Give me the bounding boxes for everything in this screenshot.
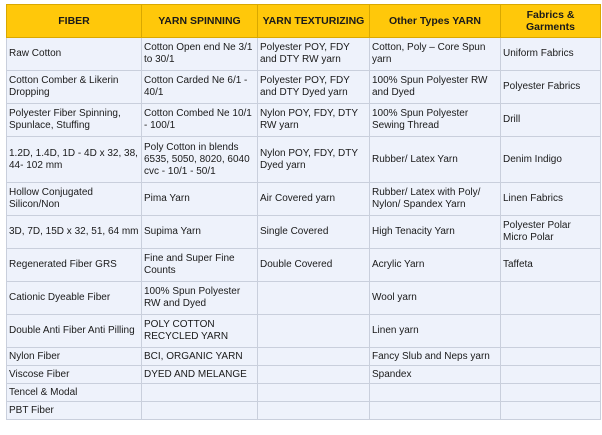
- table-cell: [370, 384, 501, 402]
- table-row: [7, 249, 601, 282]
- table-row: [7, 216, 601, 249]
- table-cell: POLY COTTON RECYCLED YARN: [142, 315, 258, 348]
- table-cell: 100% Spun Polyester RW and Dyed: [370, 71, 501, 104]
- table-cell: Hollow Conjugated Silicon/Non: [7, 183, 142, 216]
- table-cell: Single Covered: [258, 216, 370, 249]
- table-cell: Polyester POY, FDY and DTY RW yarn: [258, 38, 370, 71]
- table-cell: Air Covered yarn: [258, 183, 370, 216]
- table-cell: Fine and Super Fine Counts: [142, 249, 258, 282]
- table-cell: [142, 402, 258, 420]
- header-row: [7, 5, 601, 38]
- table-cell: Polyester POY, FDY and DTY Dyed yarn: [258, 71, 370, 104]
- table-row: [7, 366, 601, 384]
- table-cell: [258, 366, 370, 384]
- table-cell: Cotton Carded Ne 6/1 - 40/1: [142, 71, 258, 104]
- table-cell: [258, 315, 370, 348]
- table-cell: Linen yarn: [370, 315, 501, 348]
- table-cell: Fancy Slub and Neps yarn: [370, 348, 501, 366]
- table-cell: Raw Cotton: [7, 38, 142, 71]
- table-row: [7, 183, 601, 216]
- table-cell: 3D, 7D, 15D x 32, 51, 64 mm: [7, 216, 142, 249]
- table-cell: [258, 348, 370, 366]
- table-cell: Cotton Combed Ne 10/1 - 100/1: [142, 104, 258, 137]
- table-cell: [258, 282, 370, 315]
- table-cell: Rubber/ Latex with Poly/ Nylon/ Spandex Yarn: [370, 183, 501, 216]
- table-cell: 1.2D, 1.4D, 1D - 4D x 32, 38, 44- 102 mm: [7, 137, 142, 183]
- table-row: [7, 384, 601, 402]
- header-fabrics-garments: Fabrics & Garments: [501, 5, 601, 38]
- table-cell: Cationic Dyeable Fiber: [7, 282, 142, 315]
- table-cell: Taffeta: [501, 249, 601, 282]
- table-cell: Wool yarn: [370, 282, 501, 315]
- table-cell: Polyester Fabrics: [501, 71, 601, 104]
- table-cell: Nylon POY, FDY, DTY Dyed yarn: [258, 137, 370, 183]
- table-cell: [501, 402, 601, 420]
- table-cell: Cotton Comber & Likerin Dropping: [7, 71, 142, 104]
- table-cell: [501, 384, 601, 402]
- header-fiber: FIBER: [7, 5, 142, 38]
- table-cell: DYED AND MELANGE: [142, 366, 258, 384]
- table-row: [7, 282, 601, 315]
- table-row: [7, 402, 601, 420]
- table-cell: 100% Spun Polyester RW and Dyed: [142, 282, 258, 315]
- table-cell: Acrylic Yarn: [370, 249, 501, 282]
- table-cell: Pima Yarn: [142, 183, 258, 216]
- table-cell: Polyester Fiber Spinning, Spunlace, Stuffing: [7, 104, 142, 137]
- table-cell: Denim Indigo: [501, 137, 601, 183]
- table-row: [7, 348, 601, 366]
- table-row: [7, 315, 601, 348]
- product-table: [6, 4, 601, 420]
- table-cell: Drill: [501, 104, 601, 137]
- table-cell: 100% Spun Polyester Sewing Thread: [370, 104, 501, 137]
- table-cell: Cotton, Poly – Core Spun yarn: [370, 38, 501, 71]
- table-cell: Poly Cotton in blends 6535, 5050, 8020, 6040 cvc - 10/1 - 50/1: [142, 137, 258, 183]
- table-cell: [142, 384, 258, 402]
- table-cell: Spandex: [370, 366, 501, 384]
- table-cell: [501, 348, 601, 366]
- table-cell: [501, 282, 601, 315]
- table-cell: Polyester Polar Micro Polar: [501, 216, 601, 249]
- table-cell: [501, 315, 601, 348]
- table-cell: [501, 366, 601, 384]
- table-cell: Tencel & Modal: [7, 384, 142, 402]
- table-row: [7, 137, 601, 183]
- table-cell: Regenerated Fiber GRS: [7, 249, 142, 282]
- table-cell: Viscose Fiber: [7, 366, 142, 384]
- table-cell: Double Anti Fiber Anti Pilling: [7, 315, 142, 348]
- table-row: [7, 38, 601, 71]
- table-cell: [258, 402, 370, 420]
- table-cell: Uniform Fabrics: [501, 38, 601, 71]
- header-other-types-yarn: Other Types YARN: [370, 5, 501, 38]
- table-cell: Rubber/ Latex Yarn: [370, 137, 501, 183]
- table-cell: High Tenacity Yarn: [370, 216, 501, 249]
- table-row: [7, 104, 601, 137]
- table-cell: [258, 384, 370, 402]
- table-cell: BCI, ORGANIC YARN: [142, 348, 258, 366]
- table-cell: Double Covered: [258, 249, 370, 282]
- table-cell: Cotton Open end Ne 3/1 to 30/1: [142, 38, 258, 71]
- table-cell: Linen Fabrics: [501, 183, 601, 216]
- header-yarn-spinning: YARN SPINNING: [142, 5, 258, 38]
- table-cell: Supima Yarn: [142, 216, 258, 249]
- table-cell: [370, 402, 501, 420]
- table-cell: Nylon POY, FDY, DTY RW yarn: [258, 104, 370, 137]
- table-row: [7, 71, 601, 104]
- table-cell: Nylon Fiber: [7, 348, 142, 366]
- table-cell: PBT Fiber: [7, 402, 142, 420]
- header-yarn-texturizing: YARN TEXTURIZING: [258, 5, 370, 38]
